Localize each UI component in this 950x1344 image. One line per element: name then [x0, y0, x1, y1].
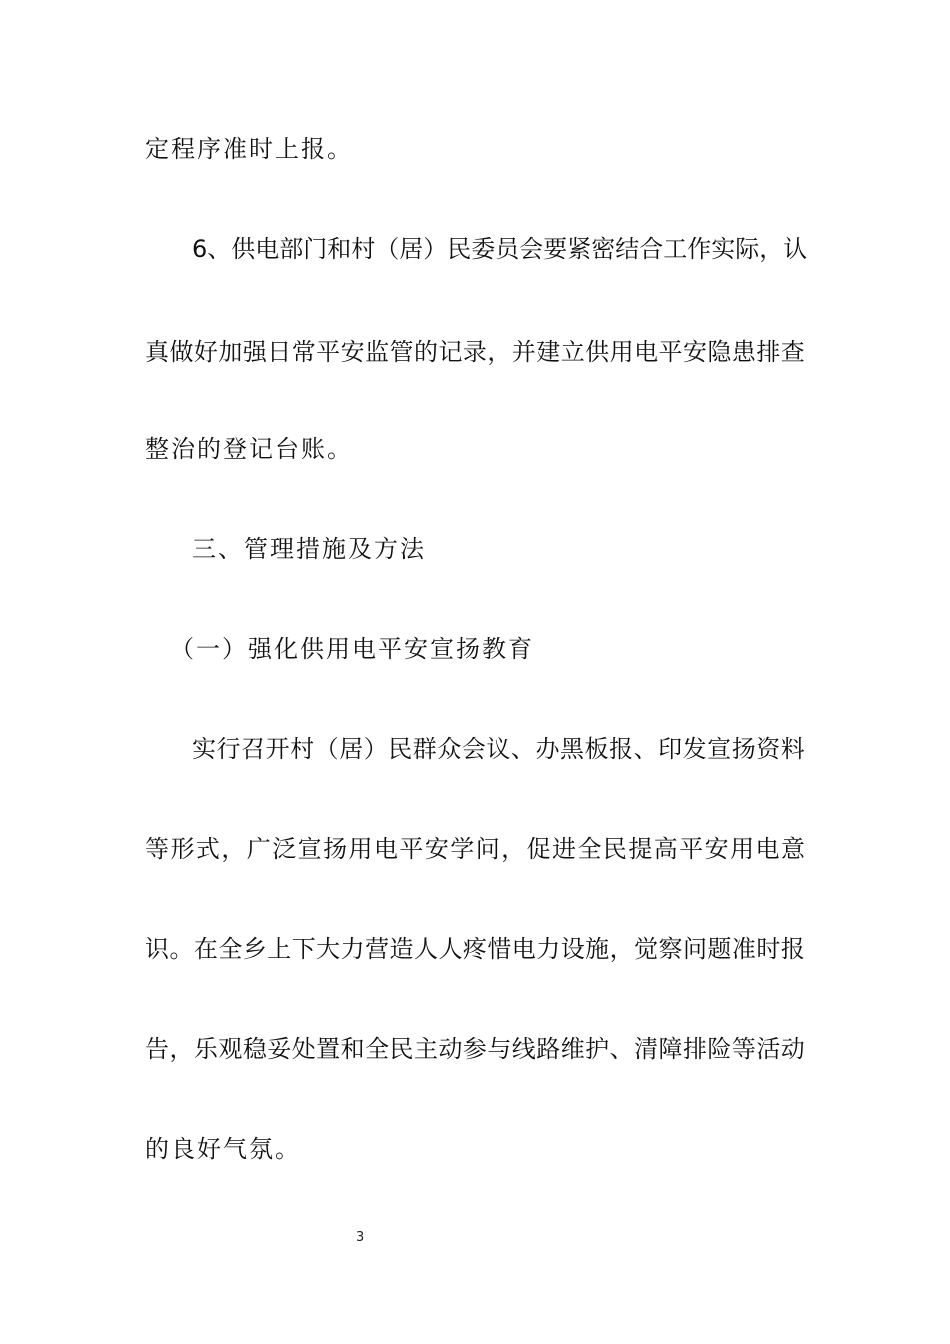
text-line-7: 实 行 召 开 村 （ 居 ） 民 群 众 会 议 、 办 黑 板 报 、 印 发 宣 扬 资 料 — [192, 735, 805, 763]
subsection-heading: （一）强化供用电平安宣扬教育 — [170, 635, 534, 663]
text-line-3: 真 做 好 加 强 日 常 平 安 监 管 的 记 录 ， 并 建 立 供 用 电 平 安 隐 患 排 查 — [145, 338, 805, 366]
page-number: 3 — [356, 1230, 365, 1245]
text-line-11: 的良好气氛。 — [145, 1135, 301, 1163]
text-line-4: 整治的登记台账。 — [145, 435, 353, 463]
text-line-2: 6 、 供 电 部 门 和 村 （ 居 ） 民 委 员 会 要 紧 密 结 合 工 作 实 际 ， 认 — [192, 235, 808, 263]
text-line-10: 告 ， 乐 观 稳 妥 处 置 和 全 民 主 动 参 与 线 路 维 护 、 清 障 排 险 等 活 动 — [145, 1035, 805, 1063]
text-line-1: 定程序准时上报。 — [145, 135, 353, 163]
text-line-8: 等 形 式 ， 广 泛 宣 扬 用 电 平 安 学 问 ， 促 进 全 民 提 高 平 安 用 电 意 — [145, 835, 805, 863]
section-heading: 三、管理措施及方法 — [192, 535, 426, 563]
text-line-9: 识 。 在 全 乡 上 下 大 力 营 造 人 人 疼 惜 电 力 设 施 ， 觉 察 问 题 准 时 报 — [145, 935, 805, 963]
